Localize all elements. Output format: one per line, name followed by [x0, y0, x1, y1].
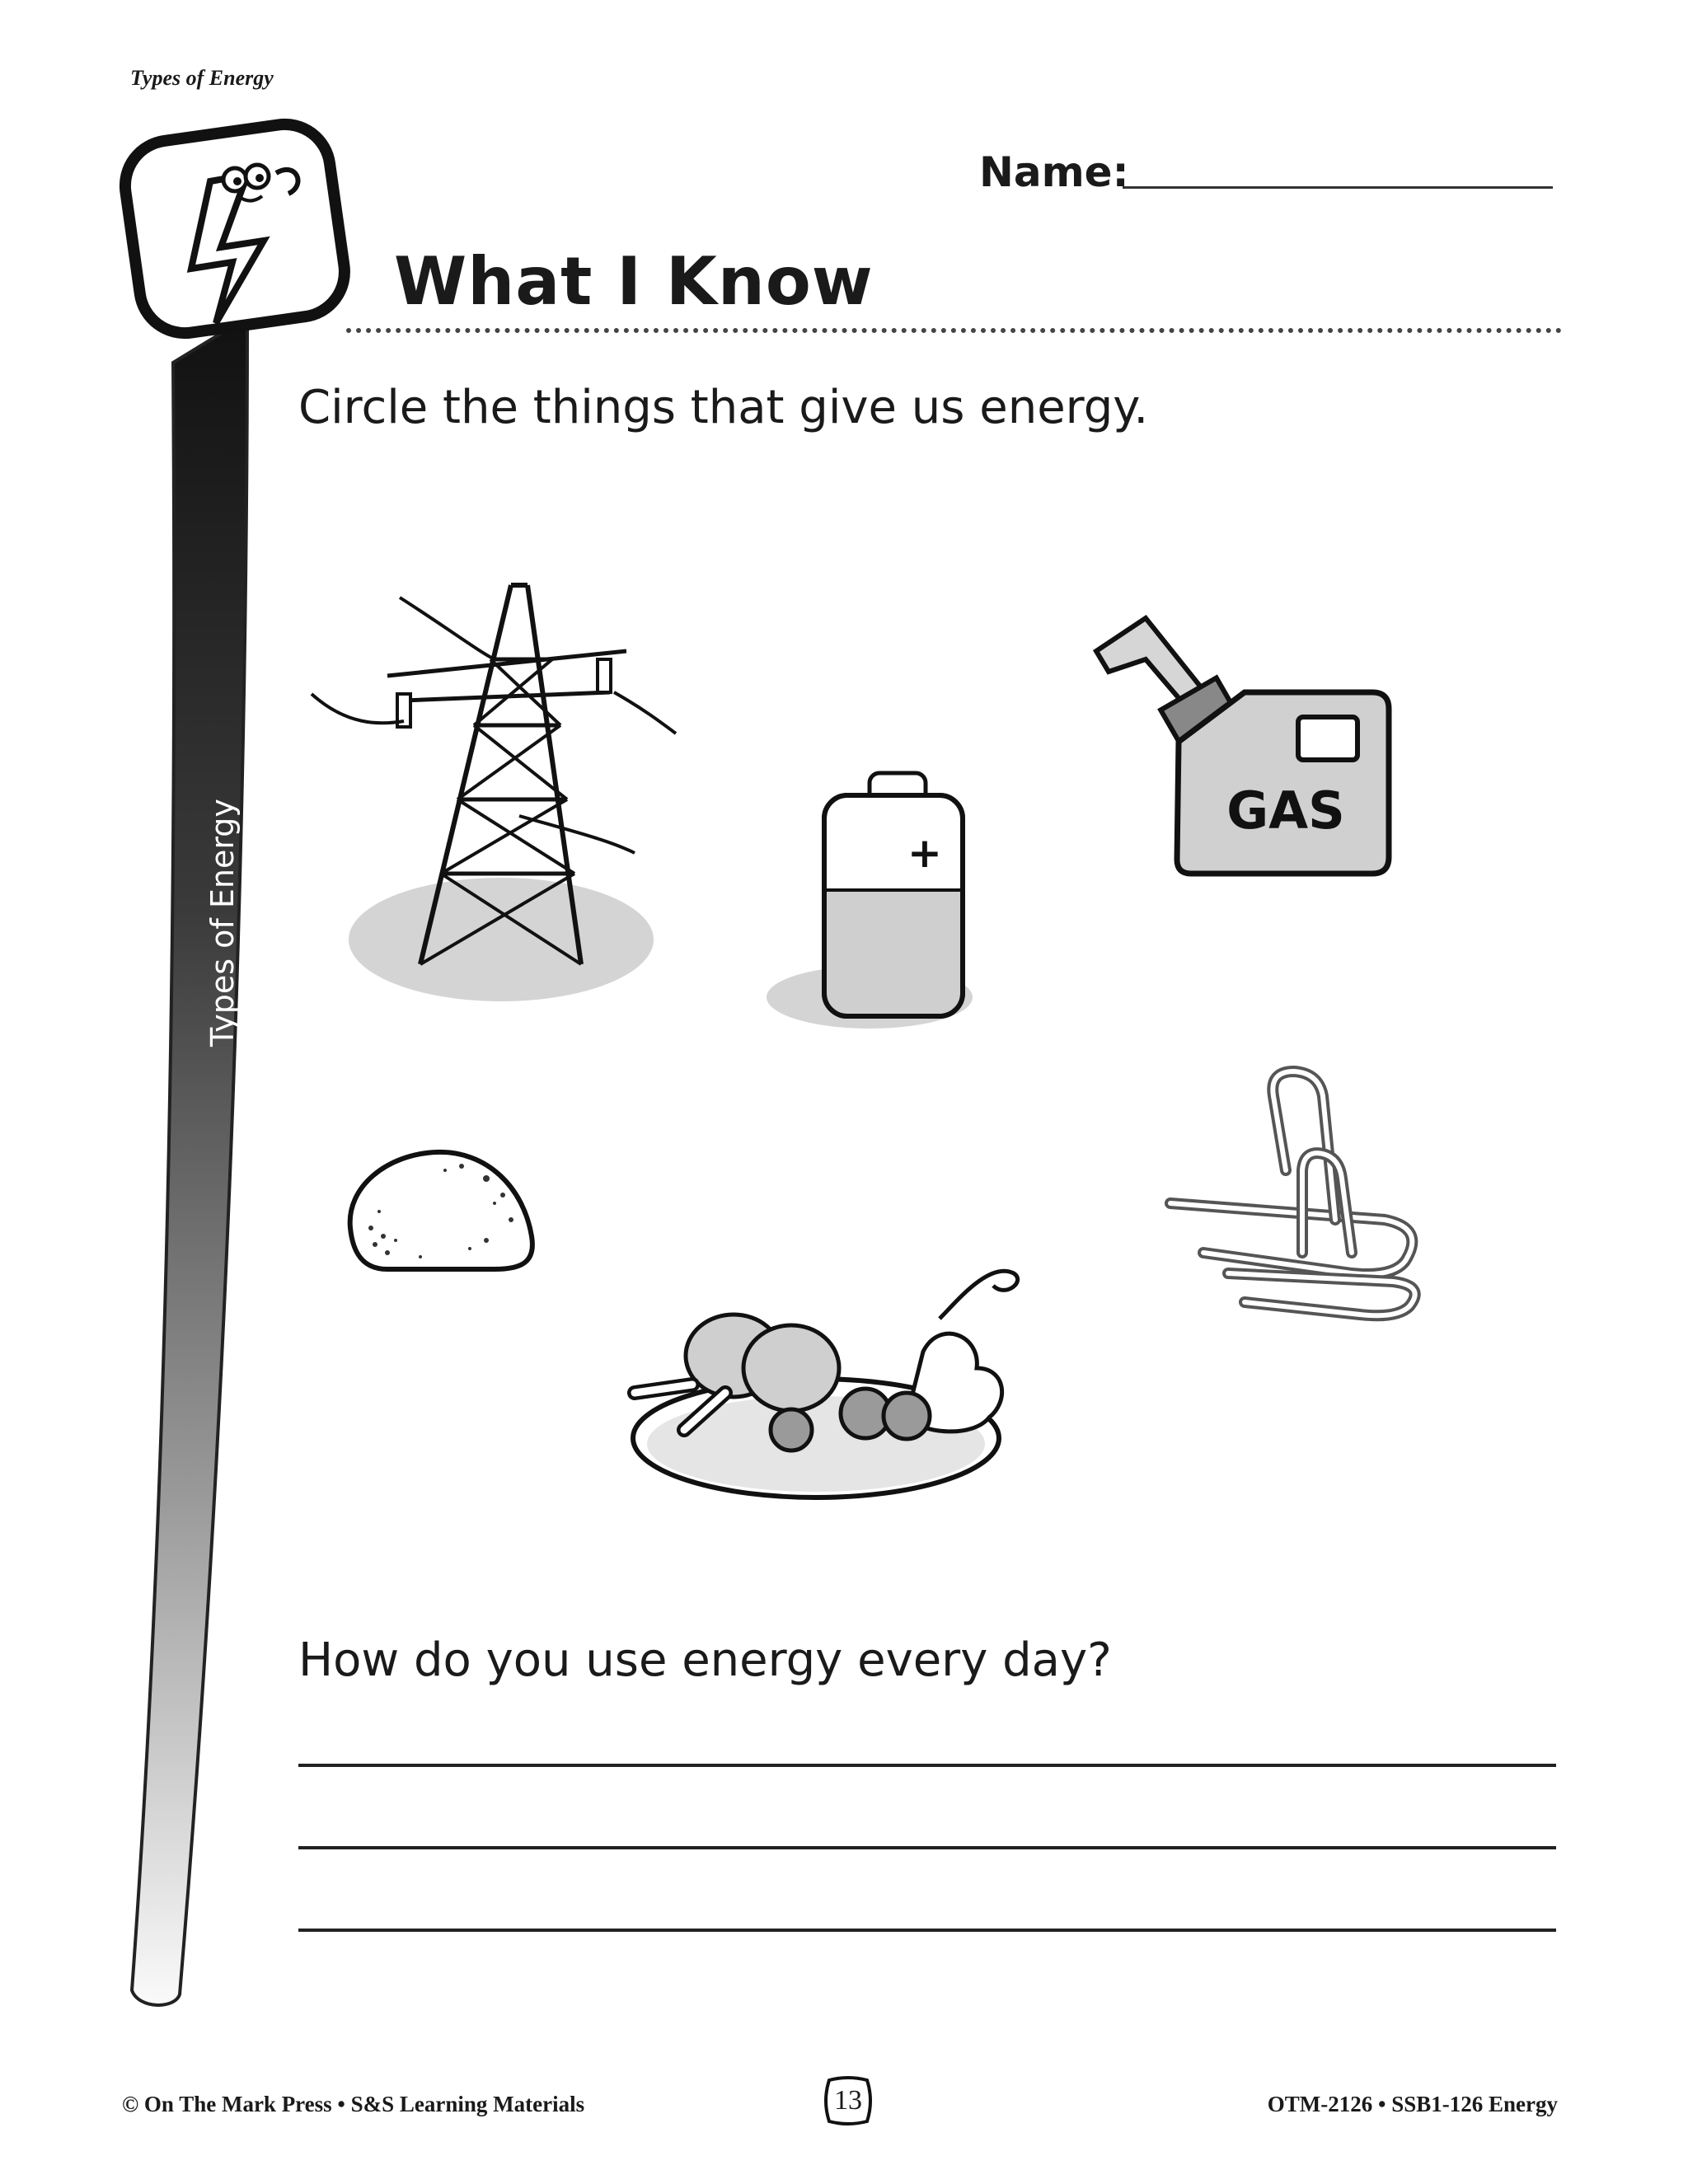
battery-label: + [907, 829, 942, 877]
gas-can-label: GAS [1226, 780, 1345, 841]
name-label: Name: [979, 148, 1129, 196]
battery-icon[interactable] [767, 773, 973, 1029]
power-tower-icon[interactable] [312, 585, 676, 1001]
footer-catalog: OTM-2126 • SSB1-126 Energy [1267, 2092, 1558, 2116]
food-plate-icon[interactable] [633, 1271, 1018, 1497]
sidebar-label: Types of Energy [204, 799, 241, 1047]
answer-line-2[interactable] [298, 1846, 1556, 1849]
paper-clips-icon[interactable] [1170, 1071, 1415, 1315]
answer-line-3[interactable] [298, 1929, 1556, 1932]
answer-line-1[interactable] [298, 1764, 1556, 1767]
gas-can-icon[interactable] [1096, 618, 1389, 874]
footer-copyright: © On The Mark Press • S&S Learning Materials [122, 2092, 585, 2116]
page-number: 13 [834, 2085, 862, 2116]
page-title: What I Know [394, 243, 874, 320]
instruction-text: Circle the things that give us energy. [298, 381, 1149, 434]
question-text: How do you use energy every day? [298, 1633, 1112, 1687]
rock-icon[interactable] [350, 1152, 532, 1269]
header-label: Types of Energy [130, 66, 274, 90]
